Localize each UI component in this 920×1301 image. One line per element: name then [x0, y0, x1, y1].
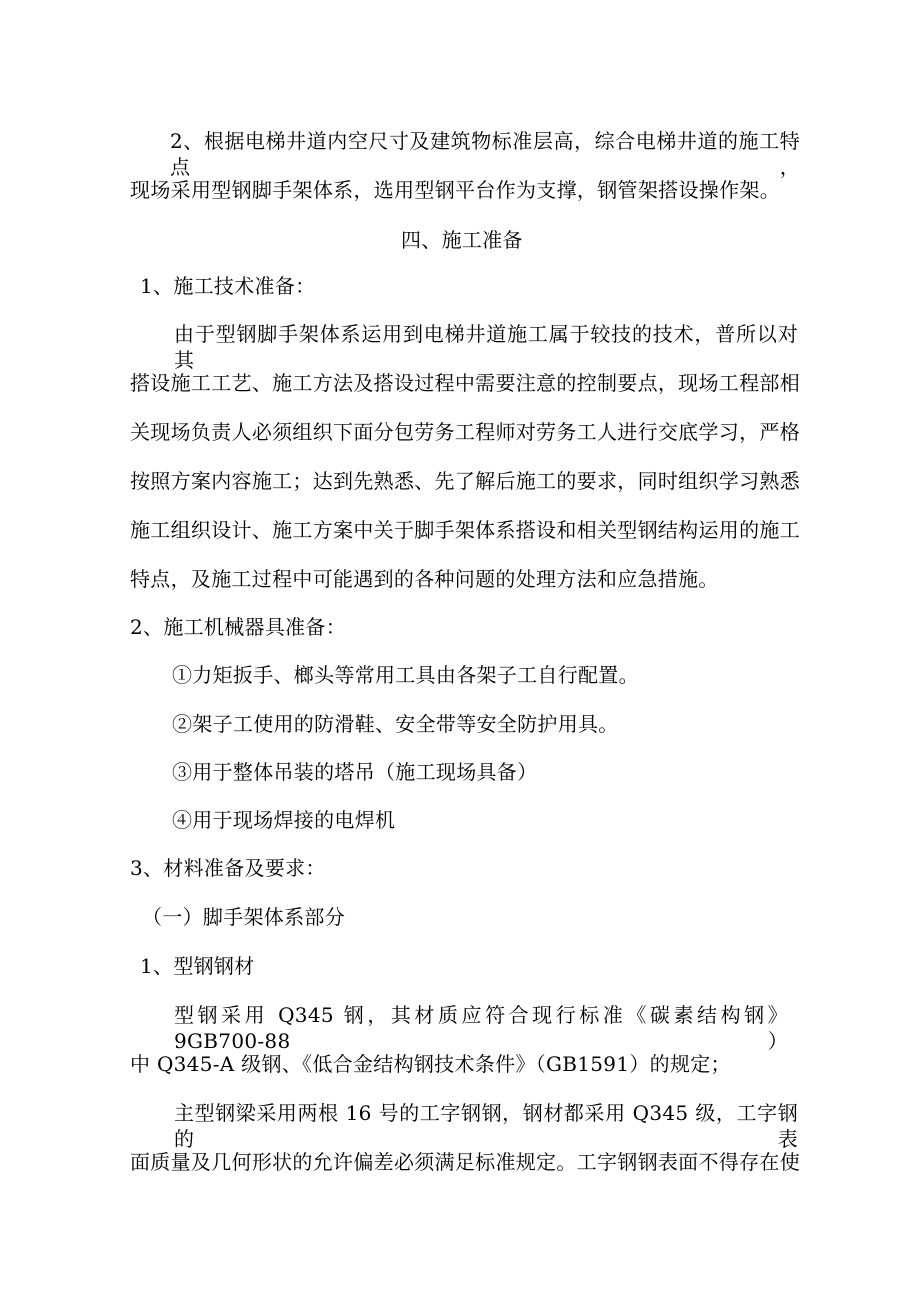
paragraph-3-line-2: 中 Q345-A 级钢、《低合金结构钢技术条件》（GB1591）的规定； [130, 1052, 731, 1076]
list-item-3: ③用于整体吊装的塔吊（施工现场具备） [172, 760, 538, 784]
paragraph-2-line-3: 关现场负责人必须组织下面分包劳务工程师对劳务工人进行交底学习，严格 [130, 420, 800, 444]
paragraph-4-line-1: 主型钢梁采用两根 16 号的工字钢钢，钢材都采用 Q345 级，工字钢的表 [174, 1101, 798, 1151]
paragraph-2-line-4: 按照方案内容施工；达到先熟悉、先了解后施工的要求，同时组织学习熟悉 [130, 469, 800, 493]
paragraph-4-line-2: 面质量及几何形状的允许偏差必须满足标准规定。工字钢钢表面不得存在使 [130, 1150, 800, 1174]
section-title: 四、施工准备 [401, 228, 523, 252]
subheading-scaffold-system: （一）脚手架体系部分 [142, 905, 345, 929]
paragraph-2-line-1: 由于型钢脚手架体系运用到电梯井道施工属于较技的技术，普所以对其 [174, 322, 798, 372]
paragraph-2-line-5: 施工组织设计、施工方案中关于脚手架体系搭设和相关型钢结构运用的施工 [130, 518, 800, 542]
heading-material-preparation: 3、材料准备及要求： [130, 856, 326, 880]
paragraph-2-line-2: 搭设施工工艺、施工方法及搭设过程中需要注意的控制要点，现场工程部相 [130, 371, 800, 395]
paragraph-3-line-1: 型钢采用 Q345 钢，其材质应符合现行标准《碳素结构钢》9GB700-88） [174, 1003, 788, 1053]
list-item-2: ②架子工使用的防滑鞋、安全带等安全防护用具。 [172, 712, 619, 736]
heading-machinery-preparation: 2、施工机械器具准备： [130, 615, 347, 639]
list-item-1: ①力矩扳手、榔头等常用工具由各架子工自行配置。 [172, 663, 639, 687]
list-item-4: ④用于现场焊接的电焊机 [172, 808, 396, 832]
paragraph-1-line-1: 2、根据电梯井道内空尺寸及建筑物标准层高，综合电梯井道的施工特点， [170, 129, 800, 179]
subheading-section-steel: 1、型钢钢材 [140, 954, 255, 978]
paragraph-2-line-6: 特点，及施工过程中可能遇到的各种问题的处理方法和应急措施。 [130, 567, 719, 591]
heading-technical-preparation: 1、施工技术准备： [140, 274, 316, 298]
paragraph-1-line-2: 现场采用型钢脚手架体系，选用型钢平台作为支撑，钢管架搭设操作架。 [130, 178, 780, 202]
